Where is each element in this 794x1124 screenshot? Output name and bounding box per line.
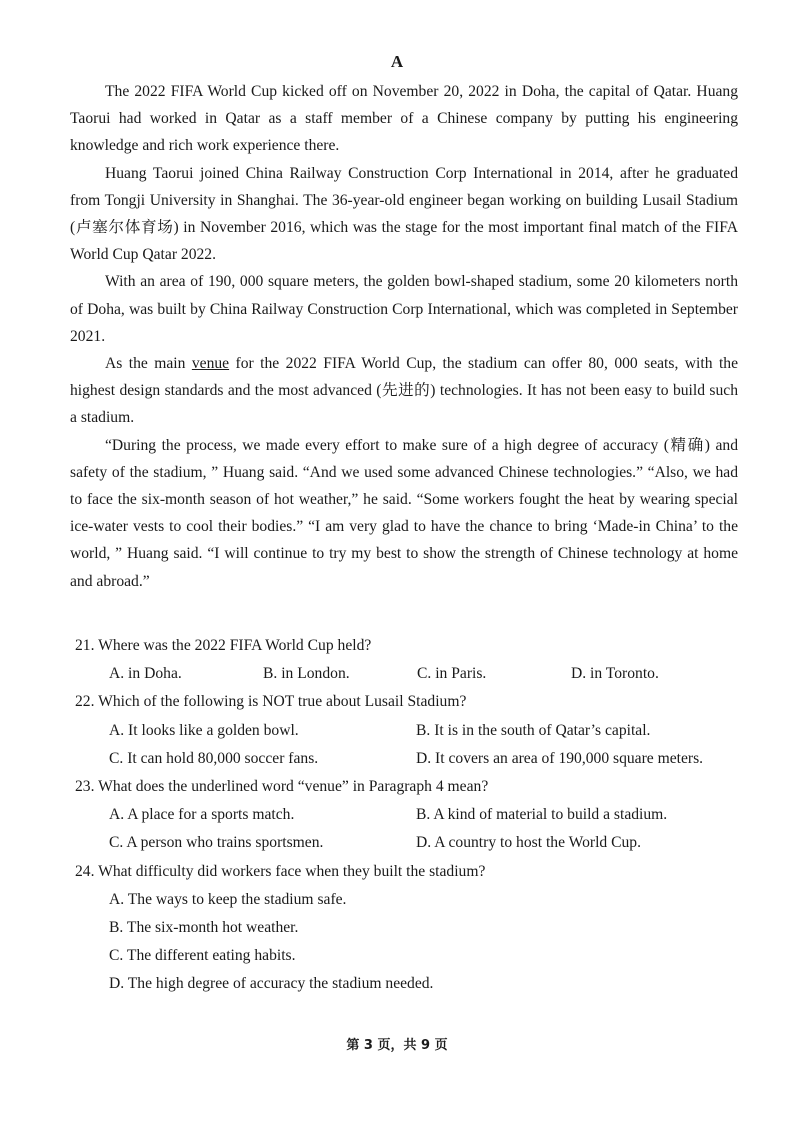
option-c: C. A person who trains sportsmen. bbox=[109, 834, 324, 852]
paragraph-4 bbox=[70, 350, 738, 432]
option-b: B. in London. bbox=[263, 665, 350, 683]
paragraph-4-start: As the main bbox=[105, 355, 192, 373]
reading-passage bbox=[70, 78, 738, 595]
options-row bbox=[75, 745, 755, 773]
option-c: C. The different eating habits. bbox=[109, 947, 296, 965]
question-24 bbox=[75, 858, 755, 999]
option-b: B. The six-month hot weather. bbox=[109, 919, 299, 937]
options-row bbox=[75, 660, 755, 688]
option-d: D. The high degree of accuracy the stadium needed. bbox=[109, 975, 434, 993]
question-21 bbox=[75, 632, 755, 688]
option-a: A. The ways to keep the stadium safe. bbox=[109, 890, 347, 908]
option-a: A. in Doha. bbox=[109, 665, 182, 683]
options-row bbox=[75, 801, 755, 829]
option-d: D. It covers an area of 190,000 square meters. bbox=[416, 749, 704, 767]
section-title: A bbox=[390, 52, 404, 71]
underlined-word-venue: venue bbox=[191, 355, 230, 373]
option-b: B. A kind of material to build a stadium. bbox=[416, 806, 668, 824]
option-b: B. It is in the south of Qatar’s capital. bbox=[416, 721, 651, 739]
paragraph-2: Huang Taorui joined China Railway Construction Corp International in 2014, after he graduated from Tongji University in Shanghai. The 36-year-old engineer began working on building Lusail Stadium (卢塞尔体育场) in November 2016, which was the stage for the most important final match of the FIFA World Cup Qatar 2022. bbox=[70, 164, 738, 264]
options-row bbox=[75, 717, 755, 745]
question-list bbox=[75, 632, 755, 999]
paragraph-4-rest: for the 2022 FIFA World Cup, the stadium can offer 80, 000 seats, with the highest design standards and the most advanced (先进的) technologies. It has not been easy to build such a stadium. bbox=[70, 355, 738, 427]
question-stem: 22. Which of the following is NOT true about Lusail Stadium? bbox=[75, 693, 467, 711]
option-c: C. in Paris. bbox=[417, 665, 487, 683]
option-a: A. A place for a sports match. bbox=[109, 806, 295, 824]
paragraph-3: With an area of 190, 000 square meters, the golden bowl-shaped stadium, some 20 kilometers north of Doha, was built by China Railway Construction Corp International, which was completed in September 2021. bbox=[70, 273, 738, 345]
option-d: D. in Toronto. bbox=[571, 665, 659, 683]
question-22 bbox=[75, 688, 755, 773]
question-stem: 21. Where was the 2022 FIFA World Cup held? bbox=[75, 637, 372, 654]
question-23 bbox=[75, 773, 755, 858]
option-d: D. A country to host the World Cup. bbox=[416, 834, 641, 852]
paragraph-5: “During the process, we made every effort to make sure of a high degree of accuracy (精确) and safety of the stadium, ” Huang said. “And we used some advanced Chinese technologies.” “Also, we had to face the six-month season of hot weather,” he said. “Some workers fought the heat by wearing special ice-water vests to cool their bodies.” “I am very glad to have the chance to bring ‘Made-in China’ to the world, ” Huang said. “I will continue to try my best to show the strength of Chinese technology at home and abroad.” bbox=[70, 436, 738, 590]
paragraph-1: The 2022 FIFA World Cup kicked off on November 20, 2022 in Doha, the capital of Qatar. Huang Taorui had worked in Qatar as a staff member of a Chinese company by putting his engineering knowledge and rich work experience there. bbox=[70, 83, 738, 155]
option-c: C. It can hold 80,000 soccer fans. bbox=[109, 749, 319, 767]
page-number-footer: 第 3 页，共 9 页 bbox=[346, 1038, 448, 1053]
question-stem: 24. What difficulty did workers face when they built the stadium? bbox=[75, 862, 486, 880]
question-stem: 23. What does the underlined word “venue” in Paragraph 4 mean? bbox=[75, 778, 489, 796]
option-a: A. It looks like a golden bowl. bbox=[109, 721, 299, 739]
options-row bbox=[75, 829, 755, 857]
